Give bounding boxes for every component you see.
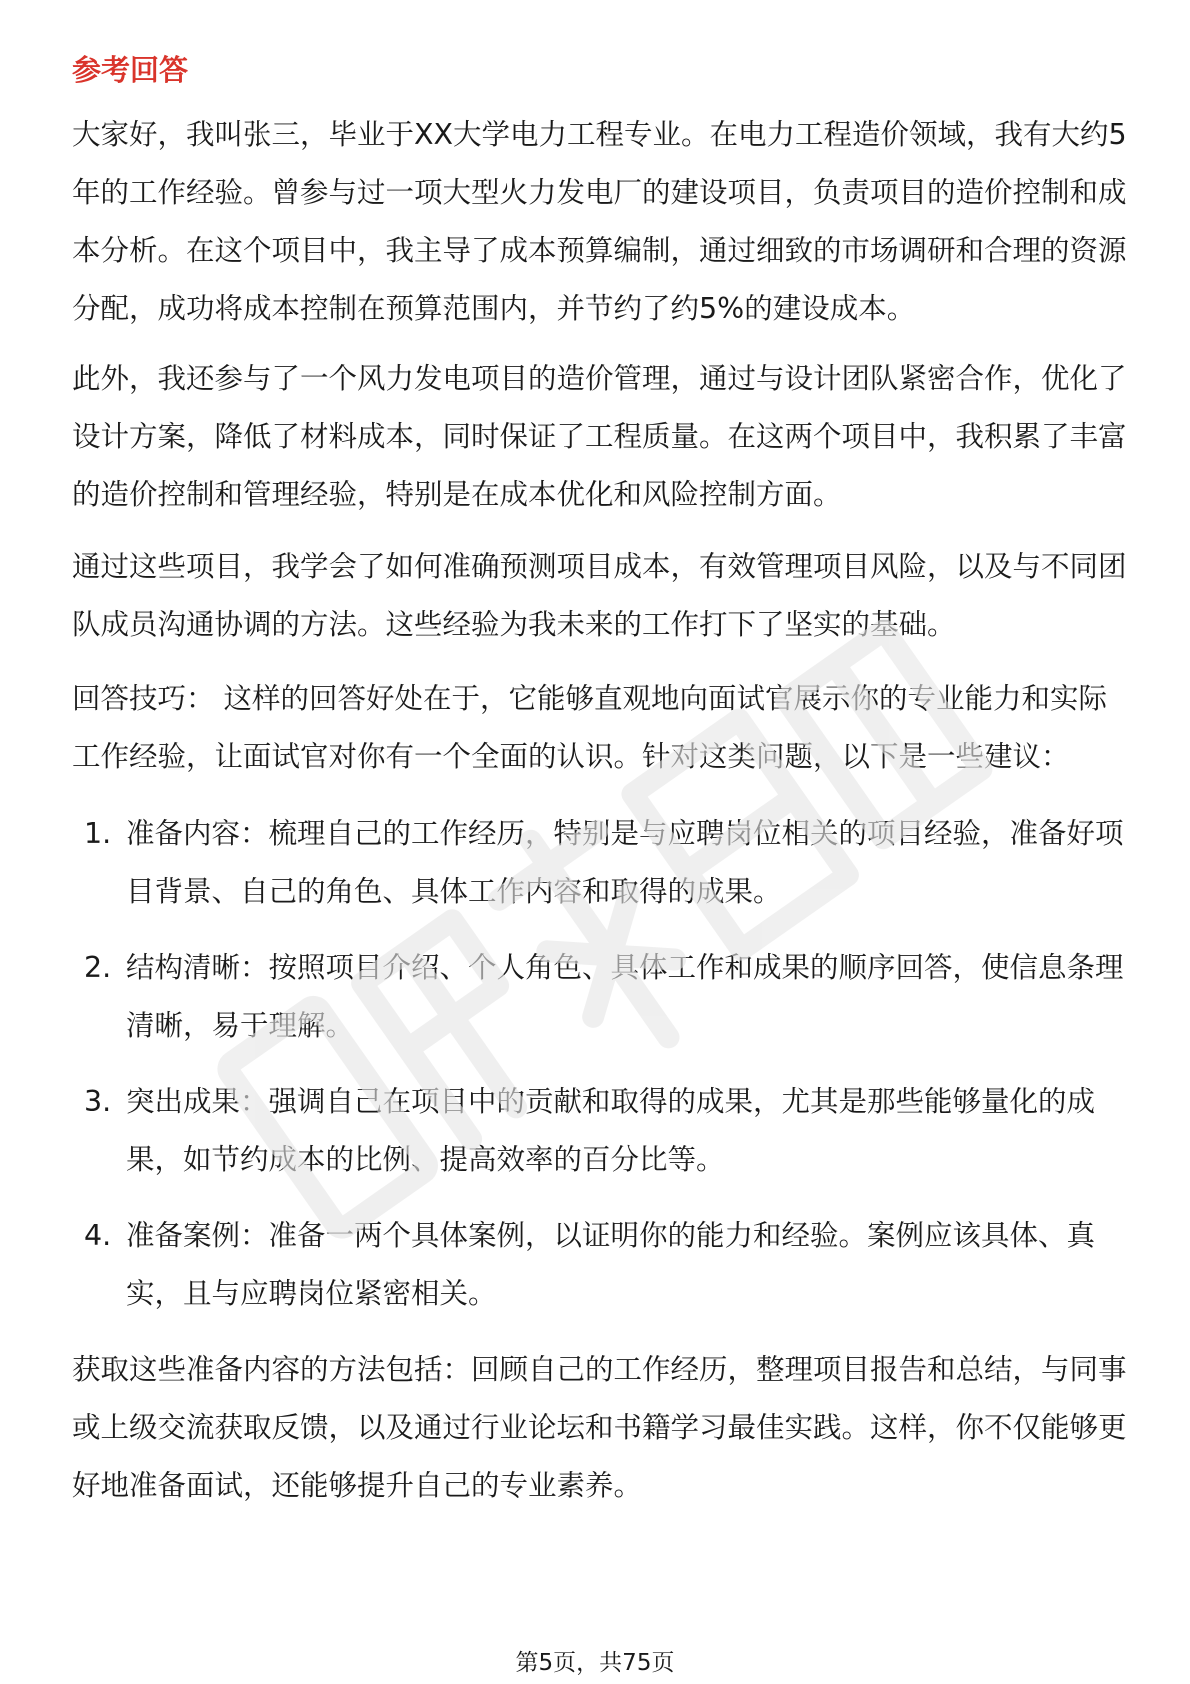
list-number: 2. [84, 951, 112, 984]
list-item [72, 805, 1132, 921]
list-item [72, 939, 1132, 1055]
page-footer: 第5页，共75页 [515, 1650, 675, 1676]
tips-paragraph: 回答技巧： 这样的回答好处在于，它能够直观地向面试官展示你的专业能力和实际工作经验，让面试官对你有一个全面的认识。针对这类问题，以下是一些建议： [72, 682, 1108, 773]
closing-paragraph: 获取这些准备内容的方法包括：回顾自己的工作经历，整理项目报告和总结，与同事或上级交流获取反馈，以及通过行业论坛和书籍学习最佳实践。这样，你不仅能够更好地准备面试，还能够提升自己的专业素养。 [72, 1353, 1127, 1502]
list-number: 4. [84, 1219, 112, 1252]
intro-paragraph: 大家好，我叫张三，毕业于XX大学电力工程专业。在电力工程造价领域，我有大约5年的工作经验。曾参与过一项大型火力发电厂的建设项目，负责项目的造价控制和成本分析。在这个项目中，我主导了成本预算编制，通过细致的市场调研和合理的资源分配，成功将成本控制在预算范围内，并节约了约5%的建设成本。 [72, 118, 1127, 325]
list-text: 准备案例：准备一两个具体案例，以证明你的能力和经验。案例应该具体、真实，且与应聘岗位紧密相关。 [126, 1219, 1096, 1310]
learning-paragraph: 通过这些项目，我学会了如何准确预测项目成本，有效管理项目风险，以及与不同团队成员沟通协调的方法。这些经验为我未来的工作打下了坚实的基础。 [72, 550, 1127, 641]
list-text: 结构清晰：按照项目介绍、个人角色、具体工作和成果的顺序回答，使信息条理清晰，易于理解。 [126, 951, 1124, 1042]
section-title: 参考回答 [72, 53, 189, 87]
list-item [72, 1207, 1132, 1323]
list-item [72, 1073, 1132, 1189]
list-number: 3. [84, 1085, 112, 1118]
list-text: 准备内容：梳理自己的工作经历，特别是与应聘岗位相关的项目经验，准备好项目背景、自己的角色、具体工作内容和取得的成果。 [126, 817, 1124, 908]
experience-paragraph: 此外，我还参与了一个风力发电项目的造价管理，通过与设计团队紧密合作，优化了设计方案，降低了材料成本，同时保证了工程质量。在这两个项目中，我积累了丰富的造价控制和管理经验，特别是在成本优化和风险控制方面。 [72, 362, 1127, 511]
list-text: 突出成果：强调自己在项目中的贡献和取得的成果，尤其是那些能够量化的成果，如节约成本的比例、提高效率的百分比等。 [126, 1085, 1096, 1176]
list-number: 1. [84, 817, 112, 850]
